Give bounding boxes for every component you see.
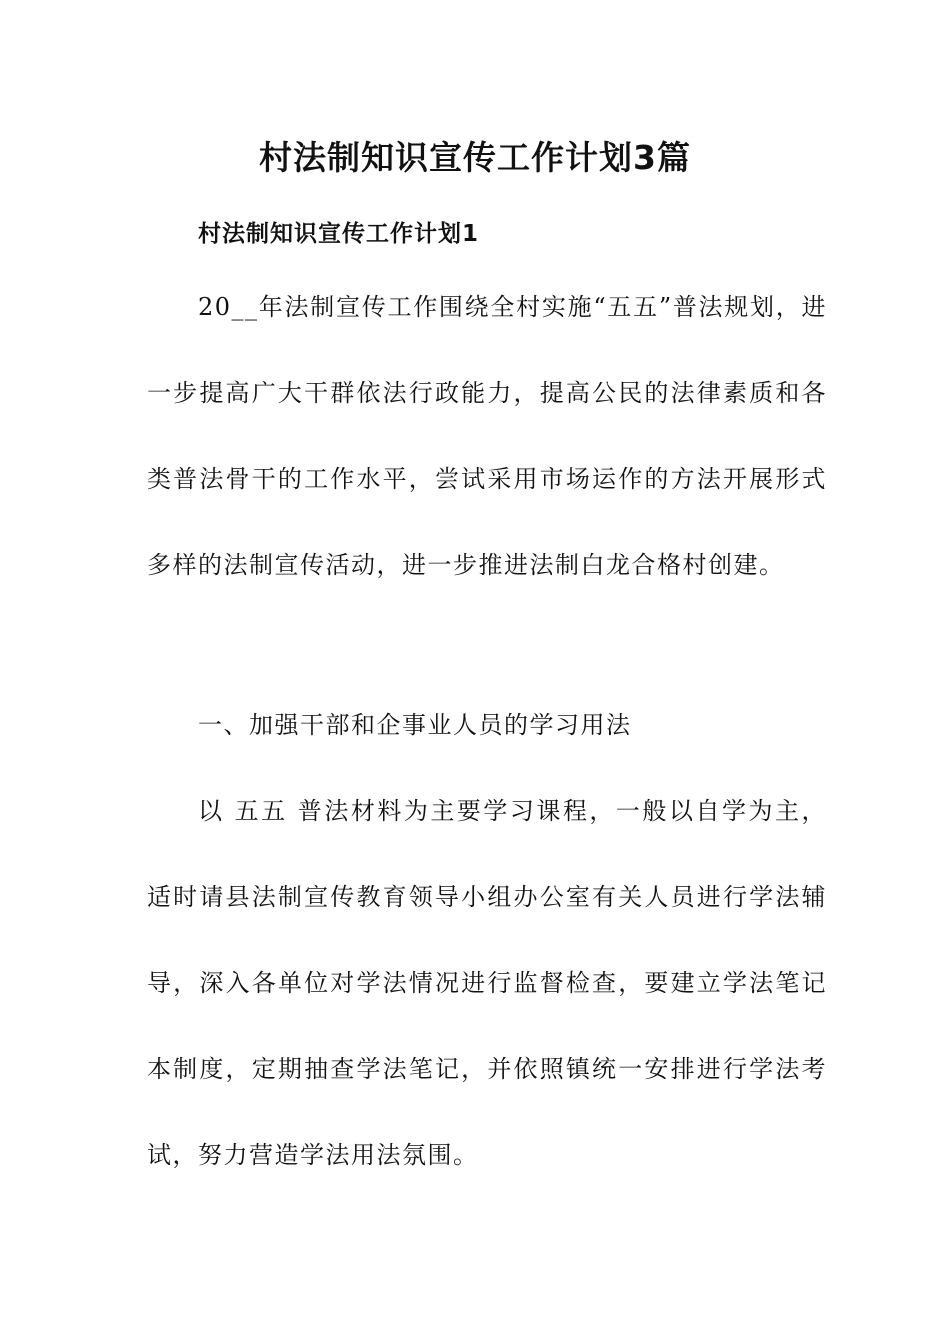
document-title: 村法制知识宣传工作计划3篇 [259,138,691,177]
paragraph-intro: 20__年法制宣传工作围绕全村实施“五五”普法规划，进一步提高广大干群依法行政能力，提高公民的法律素质和各类普法骨干的工作水平，尝试采用市场运作的方法开展形式多样的法制宣传活动，进一步推进法制白龙合格村创建。 [147,293,827,579]
paragraph-subheading: 一、加强干部和企事业人员的学习用法 [198,711,632,739]
paragraph-study-plan: 以 五五 普法材料为主要学习课程，一般以自学为主，适时请县法制宣传教育领导小组办公室有关人员进行学法辅导，深入各单位对学法情况进行监督检查，要建立学法笔记本制度，定期抽查学法笔记，并依照镇统一安排进行学法考试，努力营造学法用法氛围。 [147,797,827,1169]
section-heading: 村法制知识宣传工作计划1 [198,221,480,247]
